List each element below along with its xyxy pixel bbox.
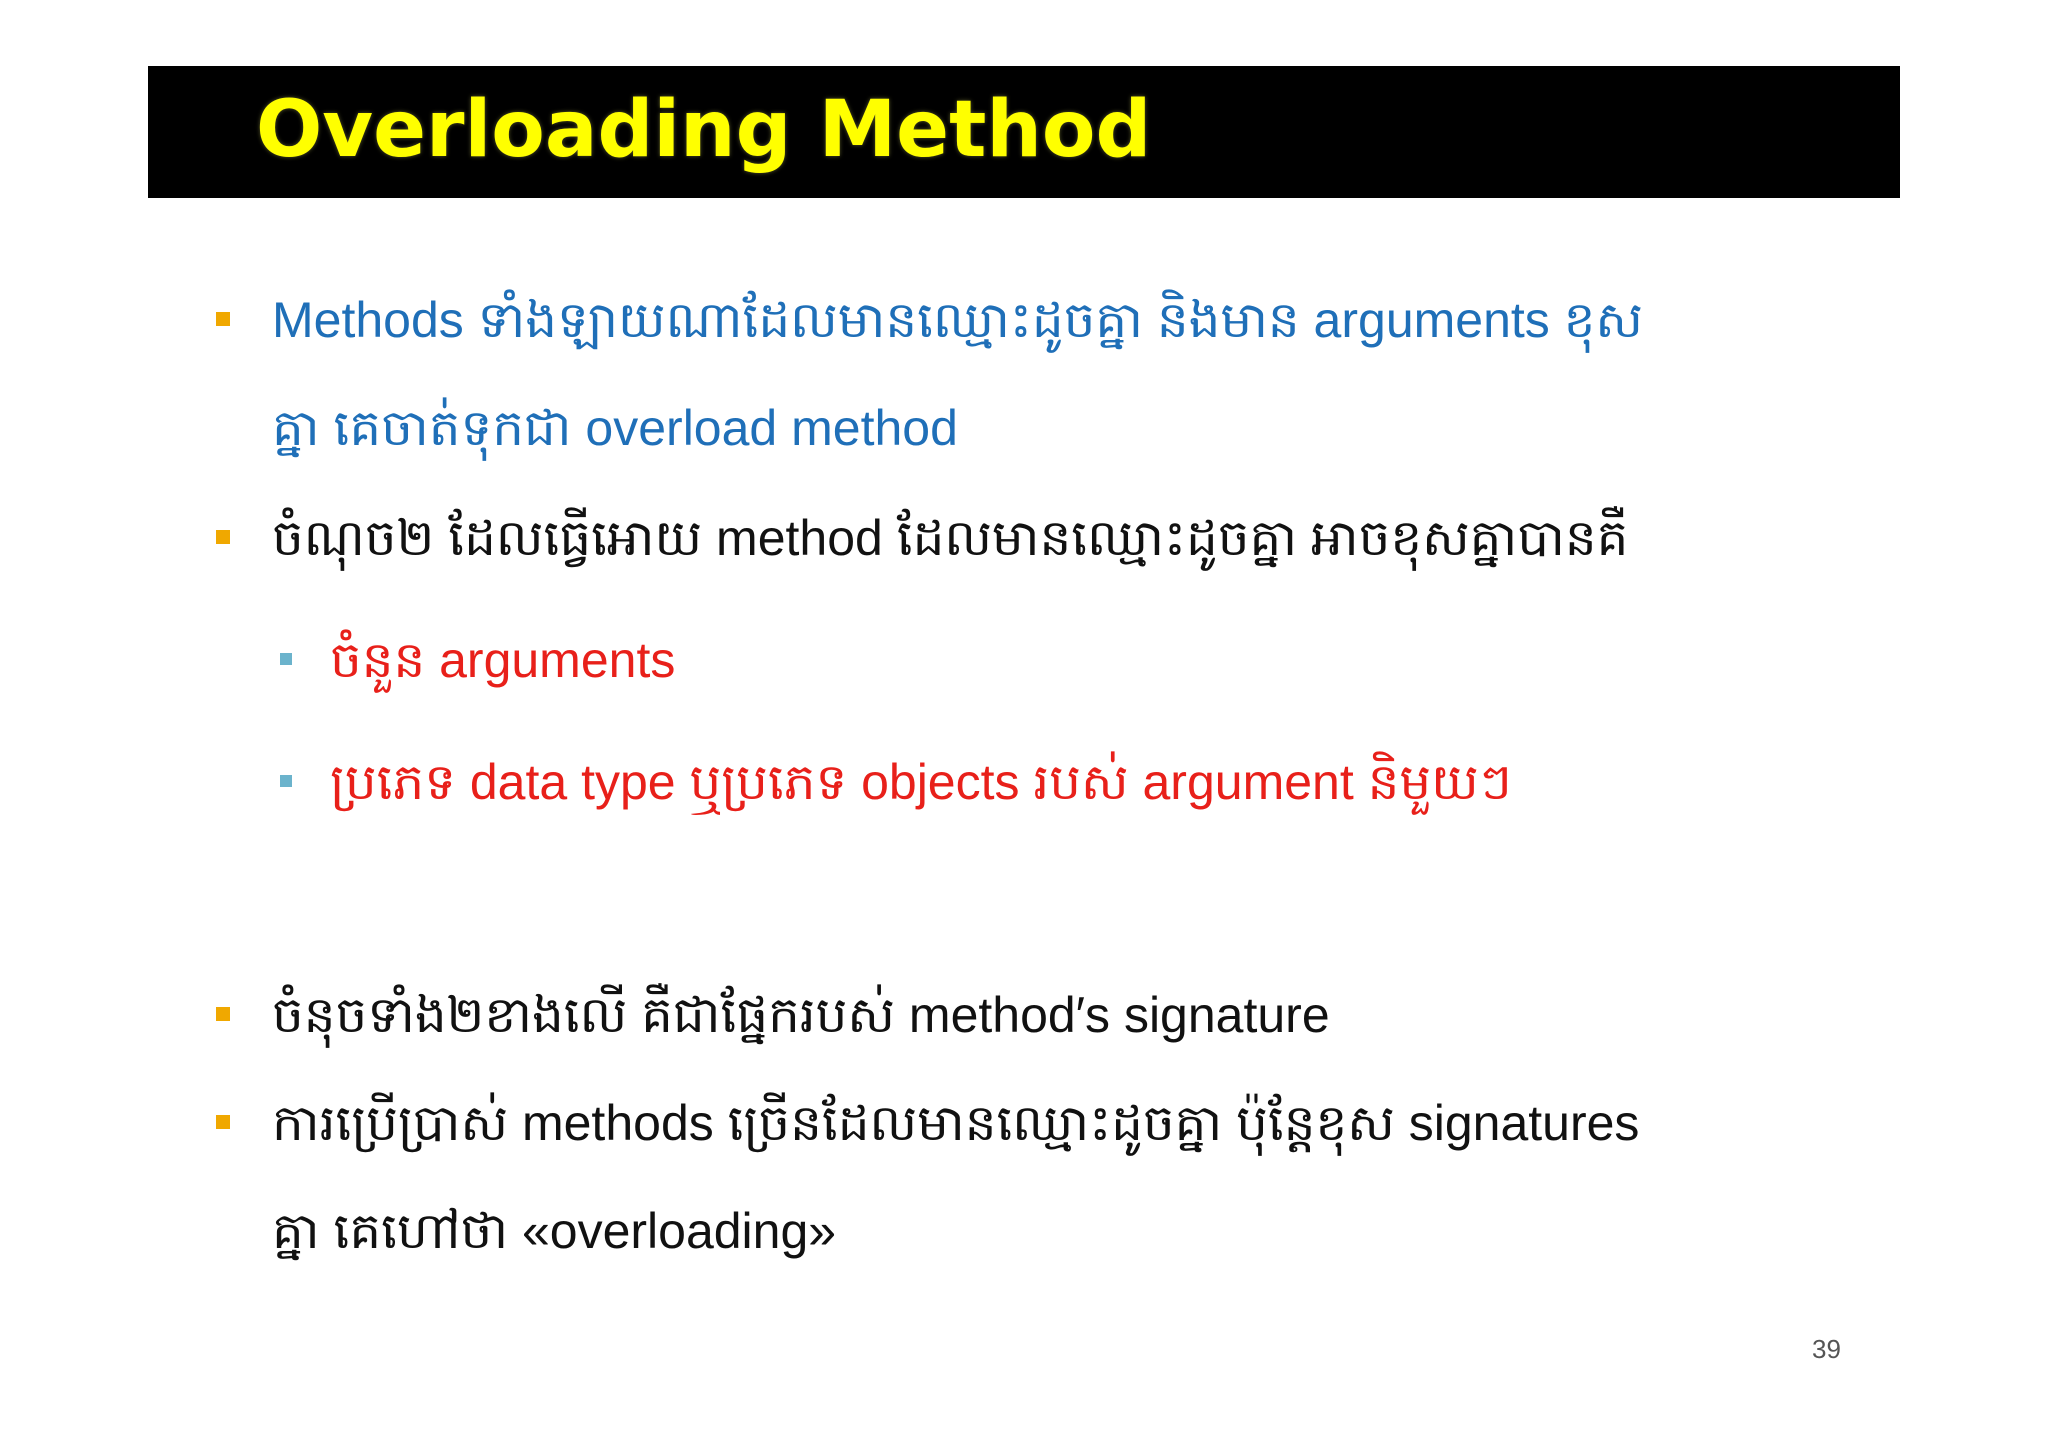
bullet-marker xyxy=(216,312,230,326)
sub-bullet-1-line-1: ចំនួន arguments xyxy=(330,632,676,688)
bullet-marker xyxy=(216,530,230,544)
bullet-marker xyxy=(216,1007,230,1021)
bullet-2-line-1: ចំណុច២ ដែលធ្វើអោយ method ដែលមានឈ្មោះដូចគ្នា អាចខុសគ្នាបានគឺ xyxy=(272,510,1629,566)
bullet-marker xyxy=(216,1115,230,1129)
sub-bullet-marker xyxy=(280,775,292,787)
bullet-3-line-1: ចំនុចទាំង២ខាងលើ គឺជាផ្នែករបស់ method′s signature xyxy=(272,987,1330,1043)
bullet-1-line-2: គ្នា គេចាត់ទុកជា overload method xyxy=(272,400,958,456)
slide-title: Overloading Method xyxy=(256,85,1152,175)
page-number: 39 xyxy=(1812,1334,1841,1364)
bullet-4-line-2: គ្នា គេហៅថា «overloading» xyxy=(272,1203,837,1259)
bullet-1-line-1: Methods ទាំងឡាយណាដែលមានឈ្មោះដូចគ្នា និងមាន arguments ខុស xyxy=(272,292,1644,348)
title-bar xyxy=(148,66,1900,198)
sub-bullet-marker xyxy=(280,653,292,665)
bullet-4-line-1: ការប្រើប្រាស់ methods ច្រើនដែលមានឈ្មោះដូចគ្នា ប៉ុន្តែខុស signatures xyxy=(272,1095,1640,1151)
sub-bullet-2-line-1: ប្រភេទ data type ឬប្រភេទ objects របស់ argument និមួយៗ xyxy=(330,754,1512,810)
